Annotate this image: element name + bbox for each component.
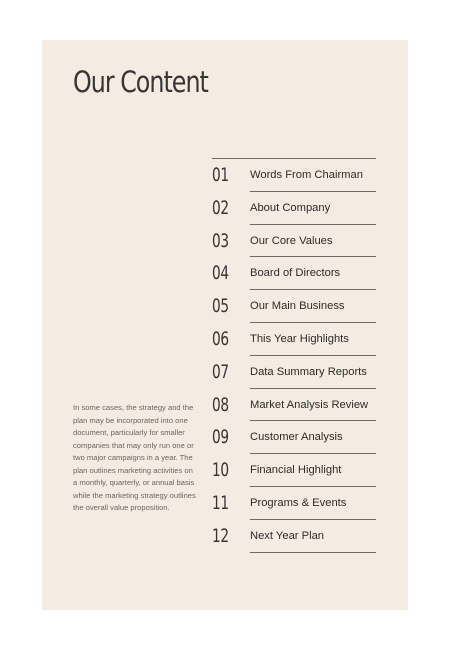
toc-number: 11 xyxy=(212,491,229,514)
toc-item-12[interactable] xyxy=(212,520,376,553)
toc-item-03[interactable] xyxy=(212,225,376,258)
document-page xyxy=(42,40,408,610)
toc-item-04[interactable] xyxy=(212,257,376,290)
toc-label: Financial Highlight xyxy=(250,464,342,477)
toc-label: This Year Highlights xyxy=(250,332,349,345)
toc-item-08[interactable] xyxy=(212,389,376,422)
toc-item-05[interactable] xyxy=(212,290,376,323)
toc-number: 05 xyxy=(212,295,229,318)
toc-label: Programs & Events xyxy=(250,496,347,509)
toc-number: 08 xyxy=(212,393,229,416)
toc-item-09[interactable] xyxy=(212,421,376,454)
toc-number: 07 xyxy=(212,360,229,383)
toc-number: 04 xyxy=(212,262,229,285)
toc-number: 10 xyxy=(212,459,229,482)
intro-paragraph: In some cases, the strategy and the plan may be incorporated into one document, particularly for smaller companies that may only run one or two major campaigns in a year. The plan outlines marketing activities on a monthly, quarterly, or annual basis while the marketing strategy outlines the overall value proposition. xyxy=(73,403,196,512)
page-title: Our Content xyxy=(73,65,208,99)
toc-label: Our Core Values xyxy=(250,234,333,247)
toc-number: 09 xyxy=(212,426,229,449)
toc-label: Market Analysis Review xyxy=(250,398,369,411)
table-of-contents xyxy=(212,158,376,553)
toc-label: Customer Analysis xyxy=(250,431,343,444)
toc-number: 12 xyxy=(212,524,229,547)
toc-item-07[interactable] xyxy=(212,356,376,389)
toc-item-10[interactable] xyxy=(212,454,376,487)
toc-item-01[interactable] xyxy=(212,159,376,192)
toc-item-06[interactable] xyxy=(212,323,376,356)
toc-label: Our Main Business xyxy=(250,300,345,313)
toc-number: 06 xyxy=(212,327,229,350)
toc-label: Data Summary Reports xyxy=(250,365,367,378)
toc-number: 02 xyxy=(212,196,229,219)
toc-label: Next Year Plan xyxy=(250,529,325,542)
toc-item-02[interactable] xyxy=(212,192,376,225)
toc-item-11[interactable] xyxy=(212,487,376,520)
toc-number: 01 xyxy=(212,164,229,186)
toc-label: Words From Chairman xyxy=(250,169,363,181)
toc-number: 03 xyxy=(212,229,229,252)
toc-label: About Company xyxy=(250,201,331,214)
toc-label: Board of Directors xyxy=(250,267,341,280)
